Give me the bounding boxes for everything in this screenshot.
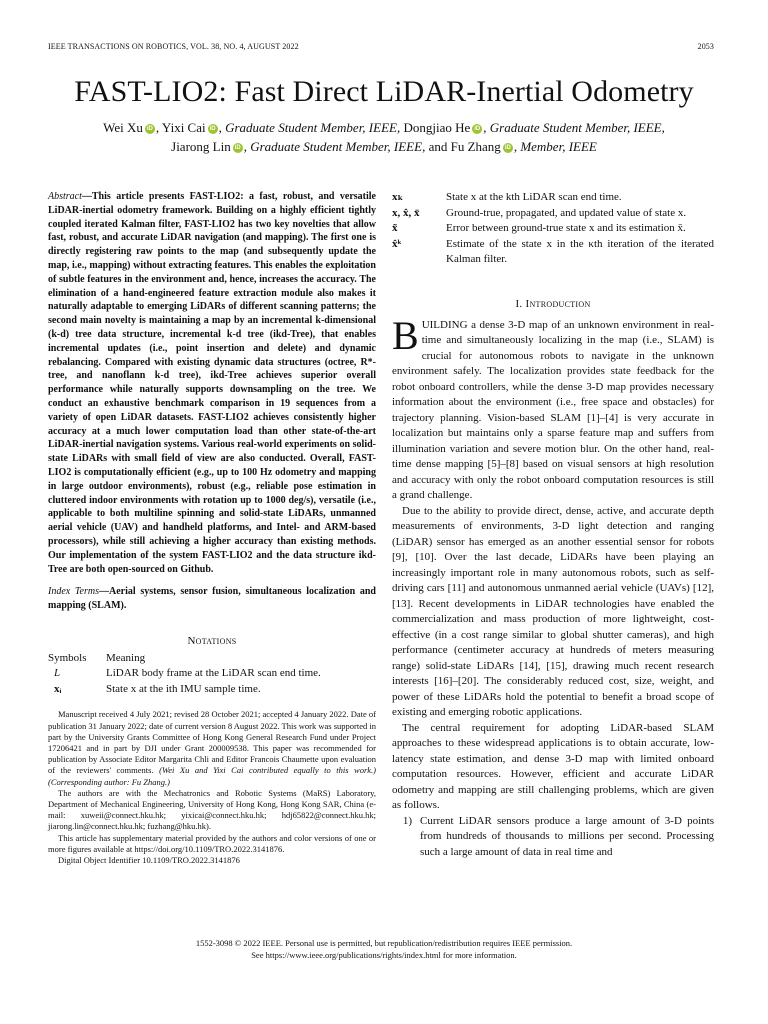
notation-symbol: xᵢ bbox=[54, 682, 62, 695]
index-terms-lead: Index Terms bbox=[48, 586, 100, 598]
first-page-footnote bbox=[48, 709, 376, 866]
footnote-manuscript-text: Manuscript received 4 July 2021; revised 28 October 2021; accepted 4 January 2022. Date of publication 31 January 2022; date of current version 8 August 2022. This work was supported in part by the University Grants Committee of Hong Kong General Research Fund under Project 17206421 and in part by DJI under Grant 200009538. This paper was recommended for publication by Associate Editor Margarita Chli and Editor Francois Chaumette upon evaluation of the reviewers' comments. bbox=[48, 709, 376, 776]
notation-symbol: x̃ bbox=[392, 222, 398, 234]
notation-row bbox=[48, 682, 376, 698]
notation-continued bbox=[392, 190, 714, 268]
introduction-heading bbox=[392, 298, 714, 310]
notation-row bbox=[392, 221, 714, 237]
right-column bbox=[392, 190, 714, 860]
author-name: Fu Zhang bbox=[450, 139, 501, 154]
left-column bbox=[48, 190, 376, 866]
author-name: Yixi Cai bbox=[161, 120, 206, 135]
introduction-body bbox=[392, 312, 714, 814]
footnote-contribution: (Wei Xu and Yixi Cai contributed equally to this work.) (Corresponding author: Fu Zhang.) bbox=[48, 765, 376, 787]
author-name: Wei Xu bbox=[103, 120, 143, 135]
section-title: Introduction bbox=[525, 297, 591, 310]
abstract-lead: Abstract bbox=[48, 191, 82, 202]
notation-row bbox=[392, 206, 714, 222]
notation-meaning: State x at the kth LiDAR scan end time. bbox=[446, 191, 622, 203]
notation-symbol: x, x̂, x̄ bbox=[392, 206, 420, 219]
notation-meaning: State x at the ith IMU sample time. bbox=[106, 682, 261, 695]
section-number: I. bbox=[515, 297, 523, 310]
footnote-affiliation: The authors are with the Mechatronics and Robotic Systems (MaRS) Laboratory, Department of Mechanical Engineering, University of Hong Kong, Hong Kong SAR, China (e-mail: xuweii@connect.hku.hk; yixicai@connect.hku.hk; hdj65822@connect.hku.hk; jiarong.lin@connect.hku.hk; fuzhang@hku.hk). bbox=[48, 787, 376, 832]
journal-name: IEEE TRANSACTIONS ON ROBOTICS, VOL. 38, NO. 4, AUGUST 2022 bbox=[48, 42, 299, 51]
orcid-icon[interactable]: iD bbox=[146, 126, 153, 132]
author-role: Graduate Student Member, IEEE bbox=[489, 120, 662, 135]
author-role: Graduate Student Member, IEEE bbox=[250, 139, 423, 154]
notation-meaning: Estimate of the state x in the κth iteration of the iterated Kalman filter. bbox=[446, 237, 714, 265]
notation-meaning: Error between ground-true state x and its estimation x̄. bbox=[446, 222, 686, 234]
orcid-icon[interactable]: iD bbox=[209, 126, 216, 132]
index-terms bbox=[48, 585, 376, 613]
footnote-manuscript bbox=[48, 709, 376, 787]
copyright-line: 1552-3098 © 2022 IEEE. Personal use is permitted, but republication/redistribution requires IEEE permission. bbox=[195, 938, 573, 948]
notation-row bbox=[48, 666, 376, 682]
orcid-icon[interactable]: iD bbox=[504, 145, 511, 151]
author-name: Dongjiao He bbox=[403, 120, 471, 135]
notation-col-symbols: Symbols bbox=[48, 651, 87, 664]
list-text: Current LiDAR sensors produce a large amount of 3-D points from hundreds of thousands to millions per second. Processing such a large amount of data in real time and bbox=[420, 814, 714, 858]
notation-row bbox=[392, 237, 714, 268]
notation-header-row bbox=[48, 651, 376, 667]
running-head bbox=[48, 42, 714, 56]
index-terms-text: —Aerial systems, sensor fusion, simultaneous localization and mapping (SLAM). bbox=[48, 586, 376, 612]
notation-meaning: Ground-true, propagated, and updated value of state x. bbox=[446, 206, 687, 219]
notation-col-meaning: Meaning bbox=[106, 651, 146, 664]
notation-symbol: xₖ bbox=[392, 191, 404, 203]
author-name: Jiarong Lin bbox=[171, 139, 231, 154]
page-number: 2053 bbox=[697, 42, 714, 51]
abstract-text: —This article presents FAST-LIO2: a fast, robust, and versatile LiDAR-inertial odometry framework. Building on a highly efficient tightly coupled iterated Kalman filter, FAST-LIO2 has two key novelties that allow fast, robust, and accurate LiDAR navigation (and mapping). The first one is directly registering raw points to the map (and subsequently update the map, i.e., mapping) without extracting features. This enables the exploitation of subtle features in the environment and, hence, increases the accuracy. The elimination of a hand-engineered feature extraction module also makes it naturally adaptable to emerging LiDARs of different scanning patterns; the second main novelty is maintaining a map by an incremental k-dimensional (k-d) tree data structure, incremental k-d tree (ikd-Tree), that enables incremental updates (i.e., point insertion and delete) and dynamic rebalancing. Compared with existing dynamic data structures (octree, R*-tree, and nanoflann k-d tree), ikd-Tree achieves superior overall performance while naturally supports downsampling on the tree. We conduct an exhaustive benchmark comparison in 19 sequences from a variety of open LiDAR datasets. FAST-LIO2 achieves consistently higher accuracy at a much lower computation load than other state-of-the-art LiDAR-inertial navigation systems. Various real-world experiments on solid-state LiDARs with small field of view are also conducted. Overall, FAST-LIO2 is computationally efficient (e.g., up to 100 Hz odometry and mapping in large outdoor environments), robust (e.g., reliable pose estimation in cluttered indoor environments with rotation up to 1000 deg/s), versatile (i.e., applicable to both multiline spinning and solid-state LiDARs, unmanned aerial vehicle (UAV) and handheld platforms, and Intel- and ARM-based processors), while still achieving a higher accuracy than existing methods. Our implementation of the system FAST-LIO2 and the data structure ikd-Tree are both open-sourced on Github. bbox=[48, 191, 376, 575]
notation-symbol: L bbox=[54, 667, 61, 680]
footnote-supplementary: This article has supplementary material provided by the authors and color versions of one or more figures available at https://doi.org/10.1109/TRO.2022.3141876. bbox=[48, 832, 376, 854]
author-role: Member, IEEE bbox=[520, 139, 597, 154]
notation-table bbox=[48, 651, 376, 698]
paper-title: FAST-LIO2: Fast Direct LiDAR-Inertial Odometry bbox=[74, 75, 694, 108]
intro-paragraph: Due to the ability to provide direct, dense, active, and accurate depth measurements of environments, 3-D light detection and ranging (LiDAR) sensor has emerged as an another essential sensor for robots [9], [10]. Over the last decade, LiDARs have been playing an increasingly important role in many autonomous robots, such as self-driving cars [11] and autonomous unmanned aerial vehicle (UAVs) [12], [13]. Recent developments in LiDAR technologies have enabled the commercialization and mass production of more lightweight, cost-effective (in a cost range similar to global shutter cameras), and high performance (centimeter accuracy at hundreds of meters measuring range) solid-state LiDARs [14], [15], drawing much recent research interests [16]–[20]. The considerably reduced cost, size, weight, and power of these LiDARs hold the potential to benefit a broad scope of existing and emerging robotic applications. bbox=[392, 504, 714, 718]
drop-cap: B bbox=[392, 312, 419, 358]
intro-paragraph bbox=[392, 312, 714, 504]
notation-meaning: LiDAR body frame at the LiDAR scan end time. bbox=[106, 667, 321, 680]
copyright-footer bbox=[0, 938, 768, 961]
notation-row bbox=[392, 190, 714, 206]
challenge-list-item bbox=[392, 814, 714, 861]
intro-paragraph-text: UILDING a dense 3-D map of an unknown environment in real-time and simultaneously localizing in the map (i.e., SLAM) is crucial for autonomous robots to navigate in the unknown environment safely. The localization provides state feedback for the robot onboard controllers, while the dense 3-D map provides necessary information about the environment (i.e., free space and obstacles) for trajectory planning. Vision-based SLAM [1]–[4] is very accurate in localization but maintains only a sparse feature map and suffers from illumination variation and severe motion blur. On the other hand, real-time dense mapping [5]–[8] based on visual sensors at high resolution and accuracy with only the robot onboard computation resources is still a grand challenge. bbox=[392, 318, 714, 501]
intro-paragraph: The central requirement for adopting LiDAR-based SLAM approaches to these widespread applications is to obtain accurate, low-latency state estimation, and dense 3-D map with limited onboard computation resources. However, efficient and accurate LiDAR odometry and mapping are still challenging problems, which are given as follows. bbox=[392, 721, 714, 811]
rights-line: See https://www.ieee.org/publications/rights/index.html for more information. bbox=[251, 949, 517, 960]
orcid-icon[interactable]: iD bbox=[234, 145, 241, 151]
author-role: Graduate Student Member, IEEE bbox=[225, 120, 397, 135]
notations-heading: Notations bbox=[187, 634, 237, 647]
abstract bbox=[48, 190, 376, 576]
notation-symbol: x̂ᵏ bbox=[392, 237, 402, 250]
author-list: Wei Xu iD , Yixi Cai iD , Graduate Student Member, IEEE, Dongjiao He iD , Graduate Student Member, IEEE, Jiarong Lin iD , Graduate Student Member, IEEE, and Fu Zhang iD , Member, IEEE bbox=[103, 120, 665, 154]
list-number: 1) bbox=[402, 814, 412, 827]
footnote-doi: Digital Object Identifier 10.1109/TRO.2022.3141876 bbox=[58, 855, 240, 866]
orcid-icon[interactable]: iD bbox=[474, 126, 481, 132]
